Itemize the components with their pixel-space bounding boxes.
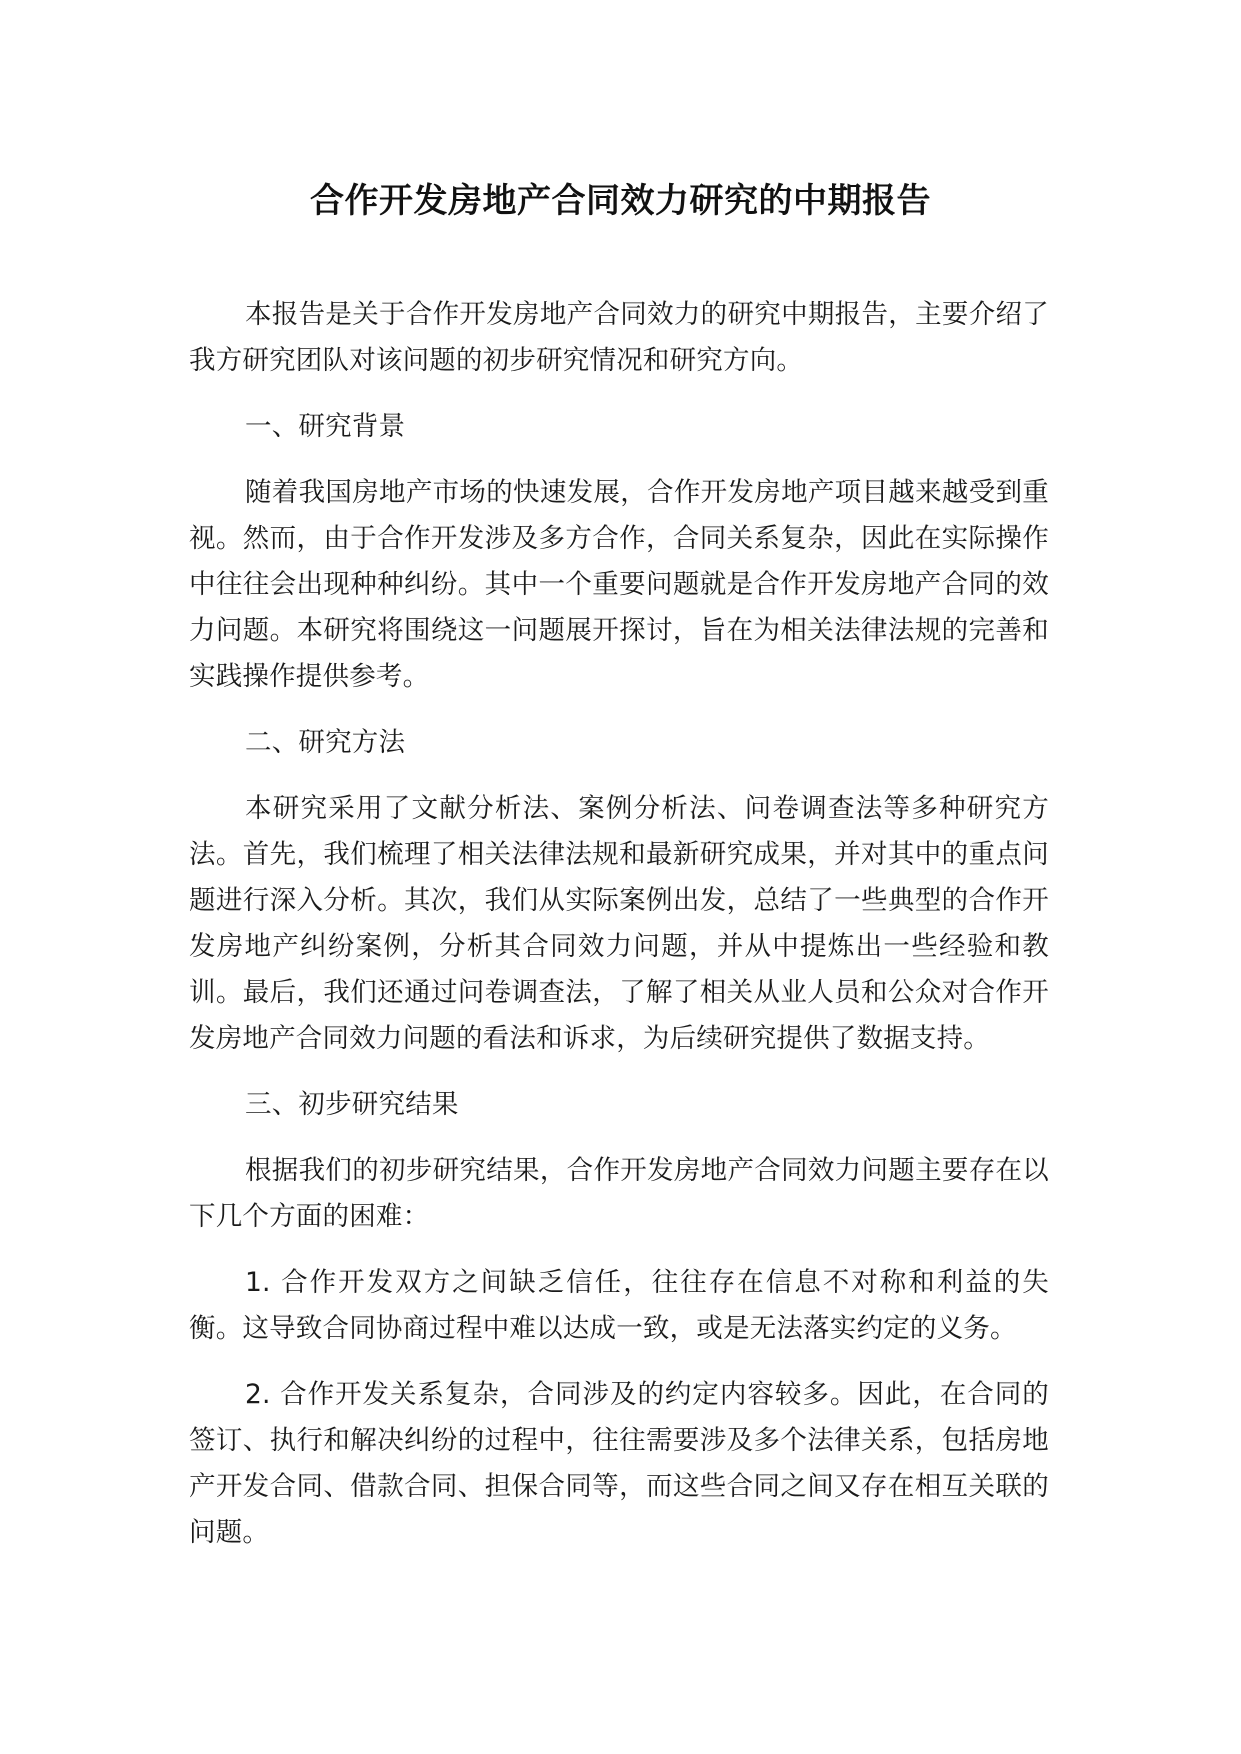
background-paragraph: 随着我国房地产市场的快速发展，合作开发房地产项目越来越受到重视。然而，由于合作开发涉及多方合作，合同关系复杂，因此在实际操作中往往会出现种种纠纷。其中一个重要问题就是合作开发房地产合同的效力问题。本研究将围绕这一问题展开探讨，旨在为相关法律法规的完善和实践操作提供参考。 [189, 477, 1049, 692]
section-heading-results: 三、初步研究结果 [245, 1089, 459, 1120]
section-heading-background: 一、研究背景 [245, 411, 406, 442]
result-item-1: 1. 合作开发双方之间缺乏信任，往往存在信息不对称和利益的失衡。这导致合同协商过程中难以达成一致，或是无法落实约定的义务。 [189, 1267, 1049, 1344]
results-paragraph: 根据我们的初步研究结果，合作开发房地产合同效力问题主要存在以下几个方面的困难： [189, 1155, 1049, 1232]
section-heading-methods: 二、研究方法 [245, 727, 406, 758]
methods-paragraph: 本研究采用了文献分析法、案例分析法、问卷调查法等多种研究方法。首先，我们梳理了相关法律法规和最新研究成果，并对其中的重点问题进行深入分析。其次，我们从实际案例出发，总结了一些典型的合作开发房地产纠纷案例，分析其合同效力问题，并从中提炼出一些经验和教训。最后，我们还通过问卷调查法，了解了相关从业人员和公众对合作开发房地产合同效力问题的看法和诉求，为后续研究提供了数据支持。 [189, 793, 1049, 1054]
result-item-2: 2. 合作开发关系复杂，合同涉及的约定内容较多。因此，在合同的签订、执行和解决纠纷的过程中，往往需要涉及多个法律关系，包括房地产开发合同、借款合同、担保合同等，而这些合同之间又存在相互关联的问题。 [189, 1379, 1049, 1548]
document-body [189, 292, 1049, 1576]
document-title: 合作开发房地产合同效力研究的中期报告 [310, 181, 931, 221]
intro-paragraph: 本报告是关于合作开发房地产合同效力的研究中期报告，主要介绍了我方研究团队对该问题的初步研究情况和研究方向。 [189, 299, 1049, 376]
